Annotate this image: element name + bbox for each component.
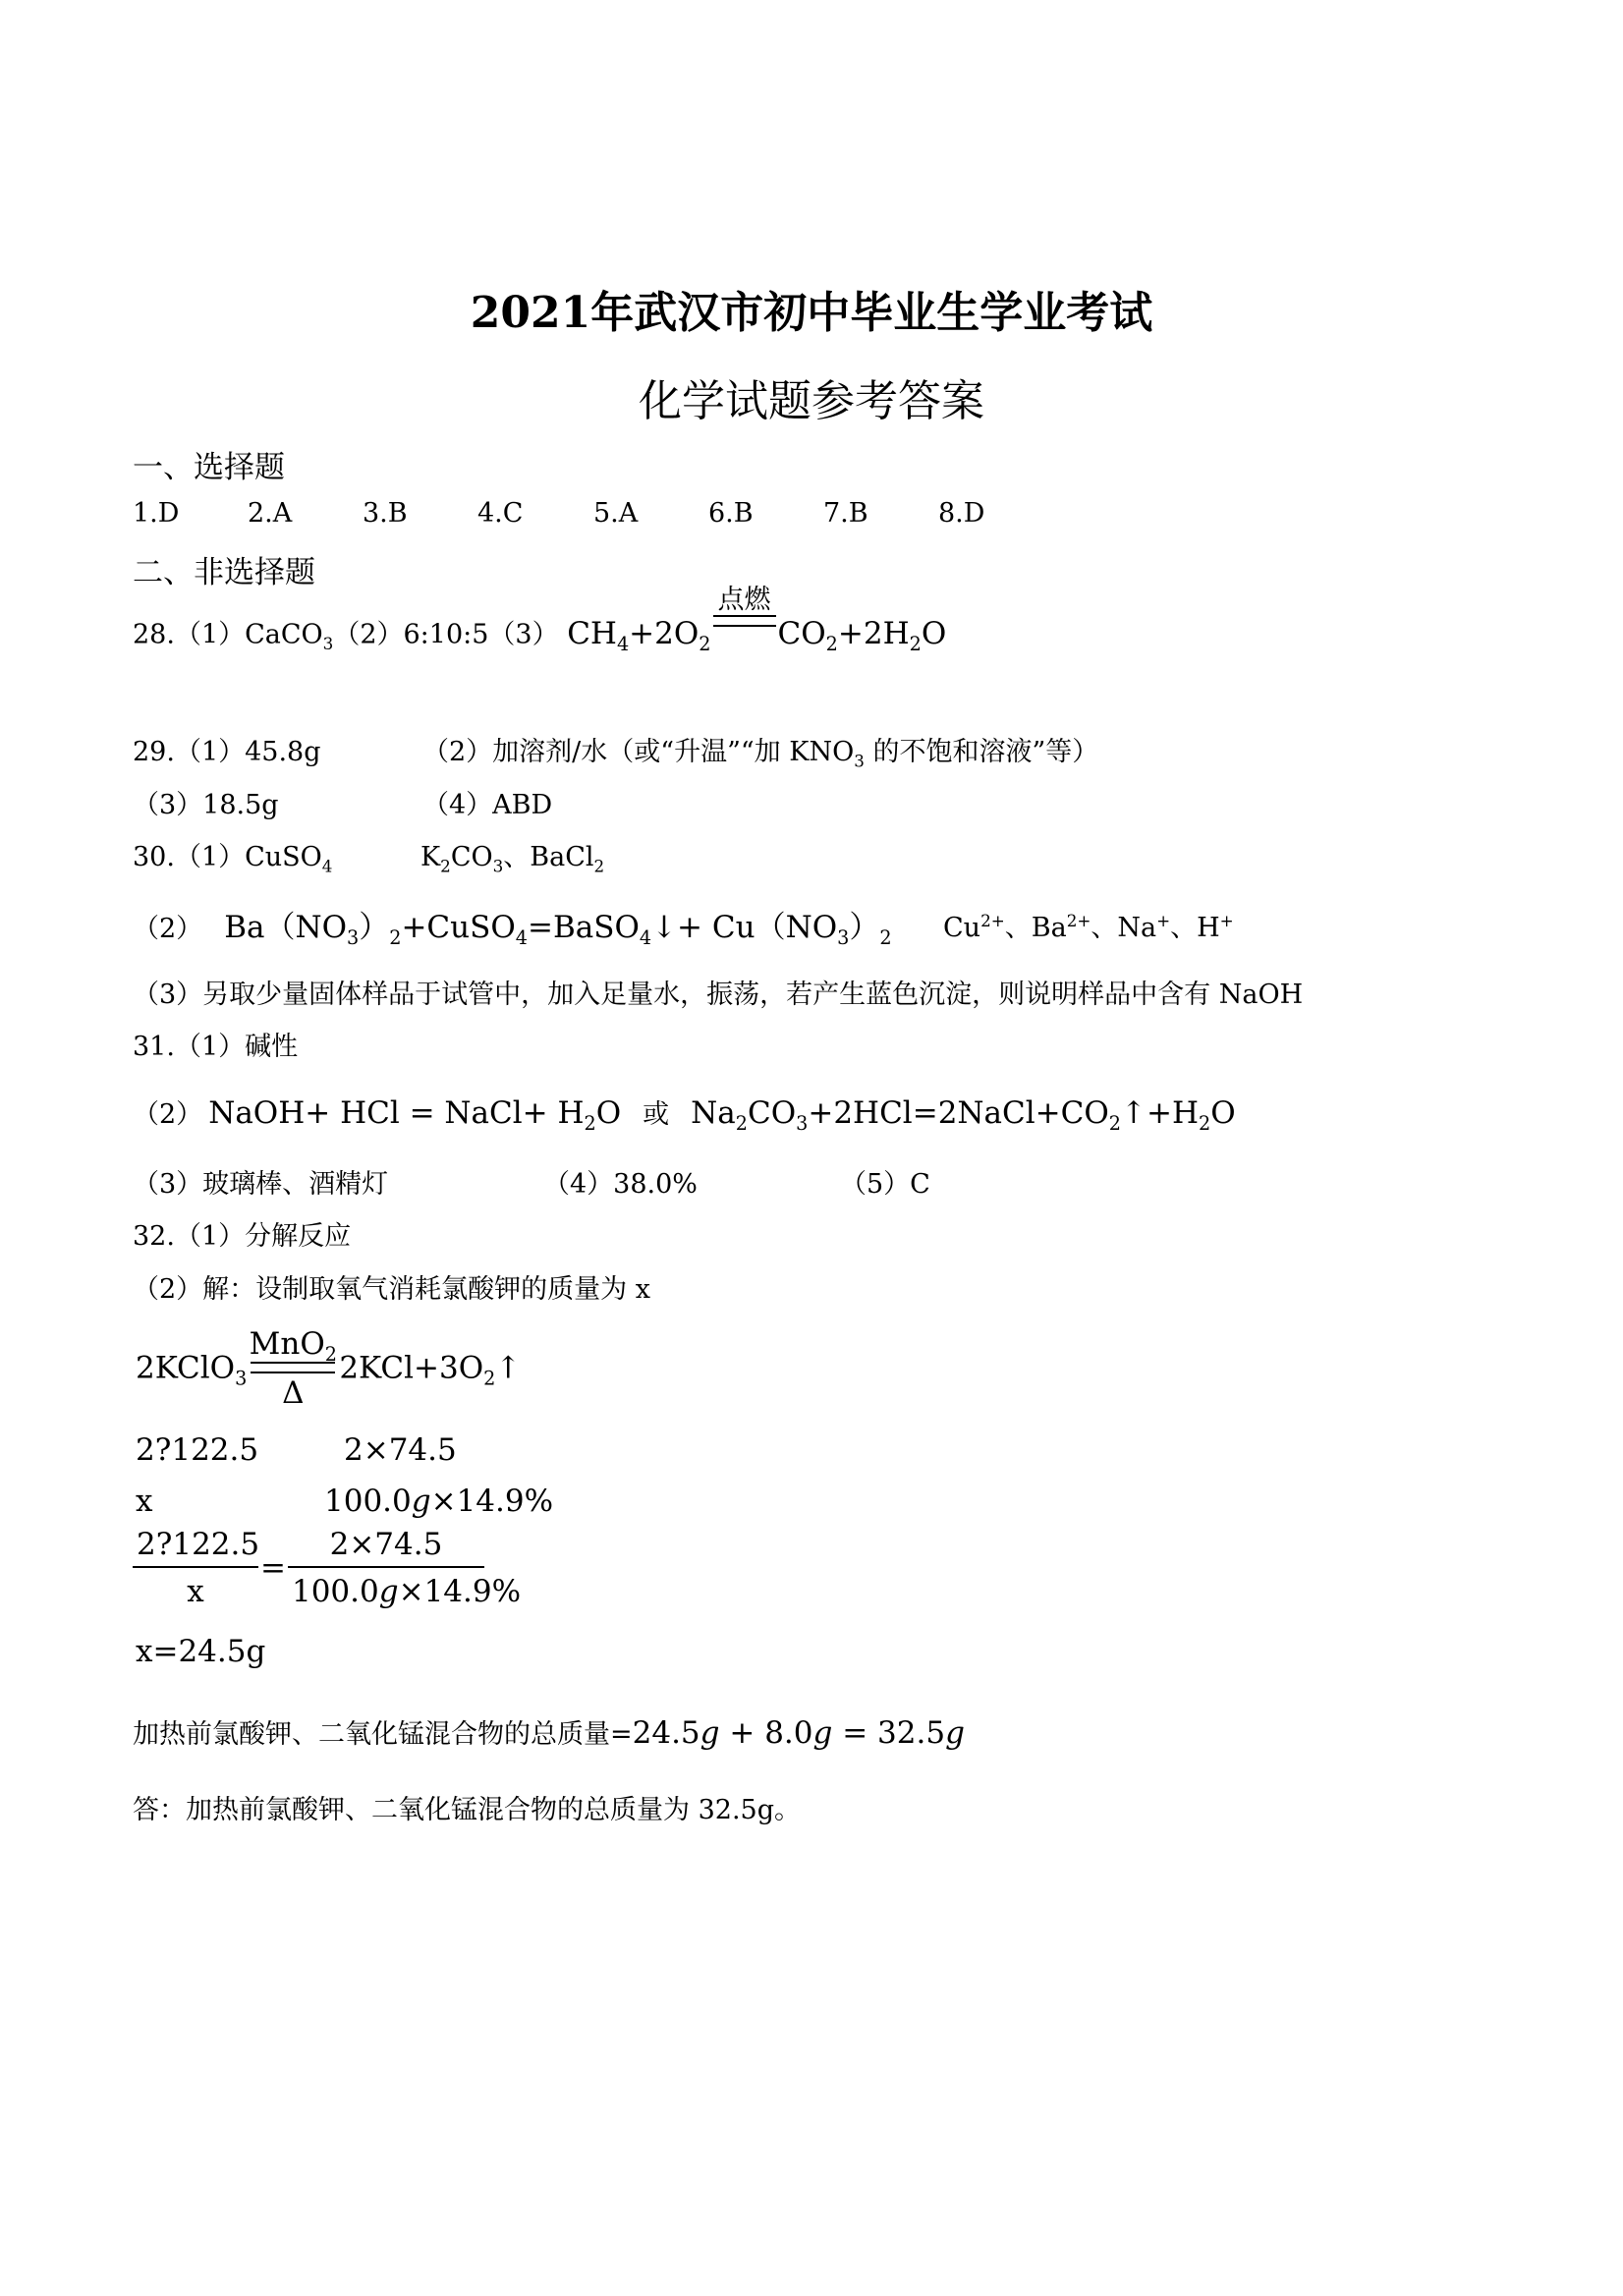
choice-answer-1: 1.D — [133, 498, 180, 529]
or-word: 或 — [643, 1099, 670, 1130]
formula-text: ） — [359, 910, 390, 945]
q29-part2-text: 的不饱和溶液”等） — [864, 737, 1099, 767]
condition-below — [711, 627, 778, 656]
q29-part3: （3）18.5g — [133, 790, 279, 820]
choice-answers-row — [133, 498, 984, 529]
q29-part1: 29.（1）45.8g — [133, 737, 321, 767]
page-title: 2021年武汉市初中毕业生学业考试 — [470, 288, 1153, 338]
page-subtitle: 化学试题参考答案 — [639, 376, 984, 426]
q31-label: （2） — [133, 1099, 203, 1130]
subscript: 2 — [483, 1367, 496, 1390]
q32-total-mass — [133, 1712, 965, 1751]
number-text: 100.0 — [324, 1484, 412, 1519]
fraction-numerator: 2×74.5 — [329, 1527, 443, 1562]
subscript: 3 — [492, 856, 504, 876]
q30-text: 、BaCl — [503, 842, 594, 872]
q32-part2-intro: （2）解：设制取氧气消耗氯酸钾的质量为 x — [133, 1274, 650, 1305]
choice-answer-5: 5.A — [593, 498, 639, 529]
ion-text: Cu — [943, 913, 981, 943]
subscript: 2 — [1108, 1112, 1121, 1136]
q29-part4: （4）ABD — [422, 790, 553, 820]
total-label: 加热前氯酸钾、二氧化锰混合物的总质量= — [133, 1719, 633, 1750]
choice-answer-3: 3.B — [363, 498, 408, 529]
subscript: 4 — [515, 926, 528, 950]
q32-ratio-left-2: x — [136, 1484, 153, 1519]
formula-text: NaOH+ HCl = NaCl+ H — [208, 1095, 585, 1131]
subscript: 2 — [593, 856, 605, 876]
q31-part4: （4）38.0% — [543, 1169, 698, 1200]
q31-equation-2 — [691, 1095, 1236, 1136]
q32-equation — [136, 1326, 521, 1413]
subscript: 2 — [1198, 1112, 1211, 1136]
superscript: 2+ — [980, 911, 1005, 930]
unit-g: g — [945, 1715, 965, 1751]
section-heading-nonchoice: 二、非选择题 — [133, 555, 315, 590]
subscript: 2 — [389, 926, 402, 950]
q30-equation — [224, 910, 892, 950]
q31-part1: 31.（1）碱性 — [133, 1032, 299, 1062]
q30-label: （2） — [133, 914, 203, 944]
number-text: ×14.9% — [430, 1484, 554, 1519]
number-text: 24.5 — [632, 1715, 700, 1751]
unit-g: g — [411, 1484, 431, 1519]
q28-part1: 28.（1）CaCO — [133, 619, 323, 650]
superscript: 2+ — [1066, 911, 1091, 930]
q31-part3: （3）玻璃棒、酒精灯 — [133, 1169, 389, 1200]
reaction-condition — [249, 1326, 337, 1413]
formula-text: O — [1210, 1095, 1236, 1131]
formula-text: =BaSO — [527, 910, 640, 945]
unit-g: g — [700, 1715, 720, 1751]
double-arrow-line — [251, 1362, 335, 1373]
formula-text: +2H — [837, 615, 910, 651]
q28-equation — [567, 585, 947, 655]
subscript: 3 — [796, 1112, 809, 1136]
equals-sign: = — [260, 1550, 286, 1586]
fraction-denominator — [288, 1566, 522, 1611]
fraction-denominator: x — [133, 1566, 258, 1611]
q32-final-answer: 答：加热前氯酸钾、二氧化锰混合物的总质量为 32.5g。 — [133, 1795, 801, 1825]
subscript: 2 — [699, 632, 711, 655]
q32-ratio-right-2 — [324, 1484, 553, 1519]
number-text: ×14.9% — [398, 1574, 522, 1609]
q29-part2 — [422, 730, 1099, 771]
catalyst — [249, 1326, 337, 1367]
subscript: 2 — [584, 1112, 596, 1136]
formula-text: 2KClO — [136, 1350, 236, 1386]
formula-text: CH — [567, 615, 617, 651]
total-expression — [633, 1715, 965, 1751]
choice-answer-2: 2.A — [248, 498, 293, 529]
formula-text: Ba（NO — [224, 910, 347, 945]
q30-text: 30.（1）CuSO — [133, 842, 322, 872]
superscript: + — [1156, 911, 1171, 930]
q32-result: x=24.5g — [136, 1634, 266, 1669]
subscript: 2 — [909, 632, 922, 655]
subscript: 3 — [235, 1367, 248, 1390]
subscript: 3 — [347, 926, 360, 950]
unit-g: g — [378, 1574, 399, 1609]
subscript: 2 — [879, 926, 892, 950]
subscript: 3 — [322, 633, 334, 653]
fraction-numerator: 2?122.5 — [137, 1527, 260, 1562]
subscript: 3 — [854, 751, 865, 771]
q28-part2: （2）6:10:5（3） — [333, 619, 559, 650]
subscript: 2 — [735, 1112, 748, 1136]
subscript: 2 — [440, 856, 451, 876]
q30-text: K — [420, 842, 441, 872]
formula-text: ↓+ Cu（NO — [651, 910, 838, 945]
subscript: 4 — [321, 856, 333, 876]
formula-text: +2O — [629, 615, 700, 651]
fraction-left — [133, 1525, 258, 1611]
subscript: 2 — [825, 632, 838, 655]
formula-text: O — [921, 615, 947, 651]
formula-text: CO — [777, 615, 826, 651]
reaction-condition — [711, 586, 778, 656]
q29-part2-text: （2）加溶剂/水（或“升温”“加 KNO — [422, 737, 855, 767]
formula-text: Na — [691, 1095, 736, 1131]
condition-text: 点燃 — [717, 585, 771, 615]
number-text: = 32.5 — [832, 1715, 946, 1751]
subscript: 4 — [616, 632, 630, 655]
q31-part5: （5）C — [840, 1169, 930, 1200]
q30-text: CO — [450, 842, 493, 872]
double-arrow-line — [713, 615, 776, 627]
q30-part2 — [133, 902, 892, 950]
formula-text: O — [595, 1095, 622, 1131]
ion-text: 、Na — [1091, 913, 1157, 943]
formula-text: ↑ — [495, 1350, 522, 1386]
superscript: + — [1219, 911, 1234, 930]
q32-proportion — [133, 1525, 522, 1611]
formula-text: +2HCl=2NaCl+CO — [808, 1095, 1109, 1131]
q31-part2 — [133, 1092, 1236, 1136]
fraction-right — [288, 1525, 522, 1611]
q32-ratio-right-1: 2×74.5 — [344, 1432, 457, 1468]
heat-symbol: Δ — [282, 1375, 305, 1411]
q30-part1 — [133, 835, 333, 876]
choice-answer-4: 4.C — [477, 498, 524, 529]
number-text: + 8.0 — [719, 1715, 813, 1751]
q30-part3: （3）另取少量固体样品于试管中，加入足量水，振荡，若产生蓝色沉淀，则说明样品中含有 NaOH — [133, 980, 1304, 1010]
choice-answer-7: 7.B — [823, 498, 868, 529]
q32-ratio-left-1: 2?122.5 — [136, 1432, 259, 1468]
choice-answer-6: 6.B — [708, 498, 754, 529]
q30-ions — [943, 906, 1234, 944]
ion-text: 、Ba — [1004, 913, 1067, 943]
formula-text: MnO — [249, 1326, 325, 1362]
formula-text: ） — [849, 910, 880, 945]
number-text: 100.0 — [291, 1574, 379, 1609]
q30-part1b — [420, 835, 605, 876]
formula-text: +CuSO — [401, 910, 516, 945]
ion-text: 、H — [1170, 913, 1220, 943]
choice-answer-8: 8.D — [938, 498, 985, 529]
subscript: 3 — [837, 926, 850, 950]
formula-text: 2KCl+3O — [339, 1350, 484, 1386]
subscript: 4 — [639, 926, 652, 950]
formula-text: CO — [748, 1095, 797, 1131]
q32-part1: 32.（1）分解反应 — [133, 1221, 352, 1252]
subscript: 2 — [324, 1343, 337, 1367]
section-heading-choice: 一、选择题 — [133, 450, 285, 485]
unit-g: g — [812, 1715, 833, 1751]
q28-answer — [133, 585, 947, 670]
q31-equation-1 — [208, 1095, 622, 1136]
formula-text: ↑+H — [1121, 1095, 1199, 1131]
